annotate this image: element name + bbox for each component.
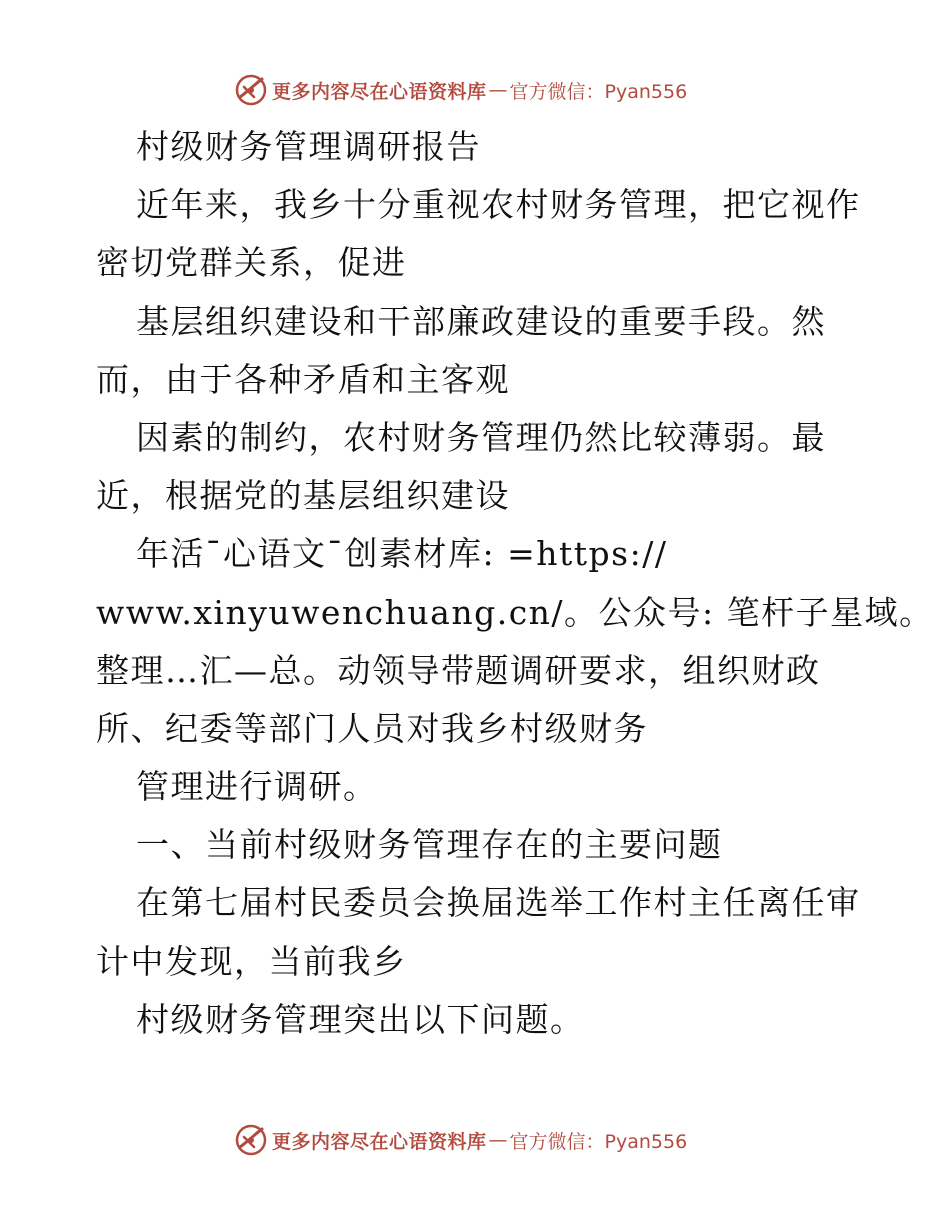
paragraph-line: 而，由于各种矛盾和主客观 xyxy=(96,359,510,399)
paragraph-line: 密切党群关系，促进 xyxy=(96,243,407,283)
paragraph-line: 整理…汇—总。动领导带题调研要求，组织财政 xyxy=(96,650,821,690)
paragraph-line: 因素的制约，农村财务管理仍然比较薄弱。最 xyxy=(136,417,826,457)
watermark-separator: — xyxy=(488,79,508,101)
pen-circle-logo-icon xyxy=(234,1123,268,1157)
section-heading: 一、当前村级财务管理存在的主要问题 xyxy=(136,825,723,865)
watermark-content xyxy=(234,1120,687,1160)
watermark-banner-top xyxy=(0,70,950,110)
watermark-promo-text: 更多内容尽在心语资料库 xyxy=(272,80,487,103)
paragraph-line: 基层组织建设和干部廉政建设的重要手段。然 xyxy=(136,301,826,341)
watermark-content xyxy=(234,70,687,110)
watermark-banner-bottom xyxy=(0,1120,950,1160)
watermark-contact-text: 官方微信：Pyan556 xyxy=(509,1130,688,1153)
paragraph-line: 在第七届村民委员会换届选举工作村主任离任审 xyxy=(136,883,861,923)
document-title: 村级财务管理调研报告 xyxy=(136,127,481,166)
paragraph-line: 计中发现，当前我乡 xyxy=(96,941,407,981)
paragraph-line-url: www.xinyuwenchuang.cn/。公众号: 笔杆子星域。 xyxy=(96,592,934,632)
paragraph-line: 村级财务管理突出以下问题。 xyxy=(136,999,585,1039)
document-body xyxy=(96,118,934,1049)
watermark-separator: — xyxy=(488,1129,508,1151)
pen-circle-logo-icon xyxy=(234,73,268,107)
paragraph-line: 所、纪委等部门人员对我乡村级财务 xyxy=(96,708,648,748)
paragraph-line: 管理进行调研。 xyxy=(136,767,378,807)
watermark-contact-text: 官方微信：Pyan556 xyxy=(509,80,688,103)
paragraph-line: 近年来，我乡十分重视农村财务管理，把它视作 xyxy=(136,185,861,225)
paragraph-line: 年活¯心语文¯创素材库: =https:// xyxy=(136,534,668,574)
watermark-promo-text: 更多内容尽在心语资料库 xyxy=(272,1130,487,1153)
paragraph-line: 近，根据党的基层组织建设 xyxy=(96,476,510,516)
